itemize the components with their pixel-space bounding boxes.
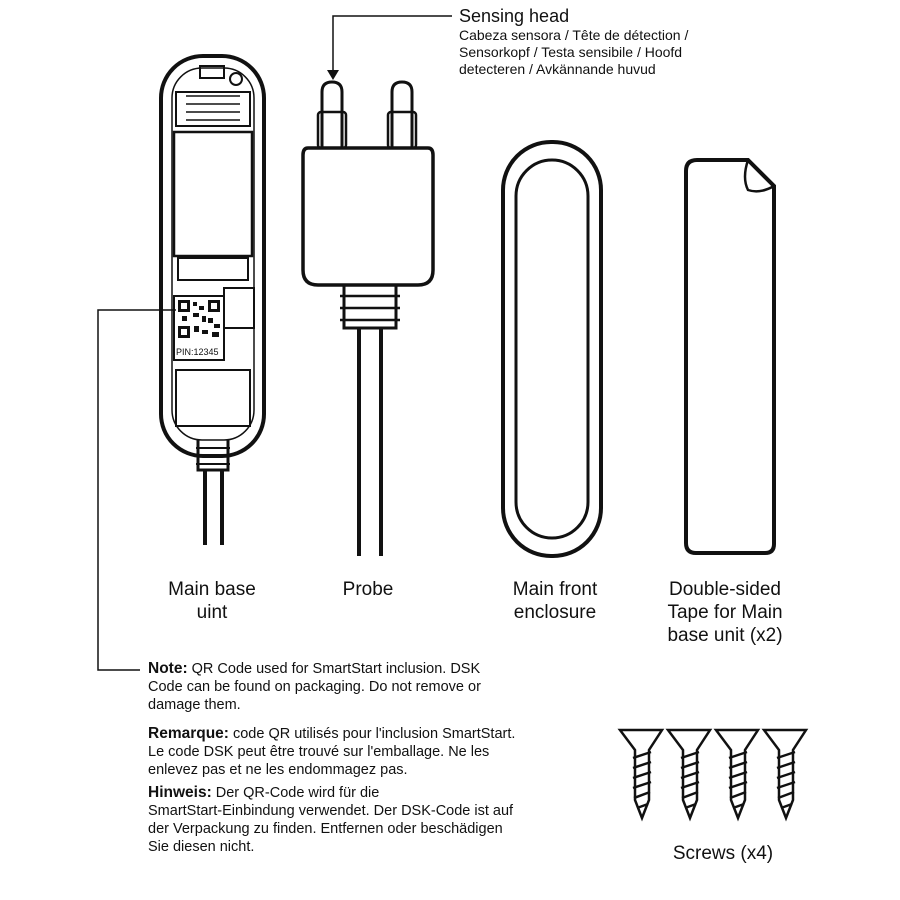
front-enclosure-label — [480, 578, 630, 624]
front-enclosure-illustration — [503, 142, 601, 556]
note-english-text: QR Code used for SmartStart inclusion. DSK — [187, 661, 481, 677]
sensing-head-title: Sensing head — [459, 6, 570, 26]
note-english-heading: Note: — [148, 660, 188, 677]
qr-pin-text: PIN:12345 — [176, 347, 219, 357]
probe-label — [318, 578, 418, 601]
sensing-head-pointer — [333, 16, 452, 76]
sensing-head-translation-line: detecteren / Avkännande huvud — [459, 61, 656, 77]
tape-label — [650, 578, 800, 647]
screws-illustration — [620, 730, 806, 818]
note-german — [148, 784, 598, 856]
sensing-head-translation-line: Sensorkopf / Testa sensibile / Hoofd — [459, 44, 683, 60]
note-german-line: Sie diesen nicht. — [148, 839, 255, 855]
tape-label-line: Tape for Main — [667, 602, 783, 623]
note-german-line: der Verpackung zu finden. Entfernen oder beschädigen — [148, 821, 503, 837]
sensing-head-translation-line: Cabeza sensora / Tête de détection / — [459, 27, 689, 43]
note-german-line: SmartStart-Einbindung verwendet. Der DSK-Code ist auf — [148, 803, 514, 819]
screw — [716, 730, 758, 818]
main-base-unit-label — [142, 578, 282, 624]
probe-label-line: Probe — [342, 579, 394, 600]
screws-label-line: Screws (x4) — [672, 843, 774, 864]
note-french-line: enlevez pas et ne les endommagez pas. — [148, 762, 408, 778]
main-base-unit-label-line: uint — [196, 602, 228, 623]
note-french — [148, 725, 598, 779]
probe-illustration — [303, 82, 433, 556]
tape-illustration — [686, 160, 774, 553]
note-german-text: Der QR-Code wird für die — [211, 785, 380, 801]
note-english-line: Code can be found on packaging. Do not remove or — [148, 679, 481, 695]
tape-label-line: base unit (x2) — [667, 625, 783, 646]
note-english-line: damage them. — [148, 697, 241, 713]
screw — [668, 730, 710, 818]
note-english-line — [148, 660, 598, 678]
front-enclosure-label-line: enclosure — [513, 602, 597, 623]
screws-label — [648, 842, 798, 865]
note-french-text: code QR utilisés pour l'inclusion SmartStart. — [228, 726, 516, 742]
sensing-head-translations — [459, 27, 759, 78]
note-english — [148, 660, 598, 714]
note-french-line: Le code DSK peut être trouvé sur l'emballage. Ne les — [148, 744, 490, 760]
screw — [620, 730, 662, 818]
sensing-head-arrowhead — [327, 70, 339, 80]
tape-label-line: Double-sided — [669, 579, 781, 600]
note-french-line — [148, 725, 598, 743]
main-base-unit-label-line: Main base — [168, 579, 256, 600]
note-german-heading: Hinweis: — [148, 784, 212, 801]
note-french-heading: Remarque: — [148, 725, 229, 742]
screw — [764, 730, 806, 818]
front-enclosure-label-line: Main front — [512, 579, 598, 600]
note-german-line — [148, 784, 598, 802]
